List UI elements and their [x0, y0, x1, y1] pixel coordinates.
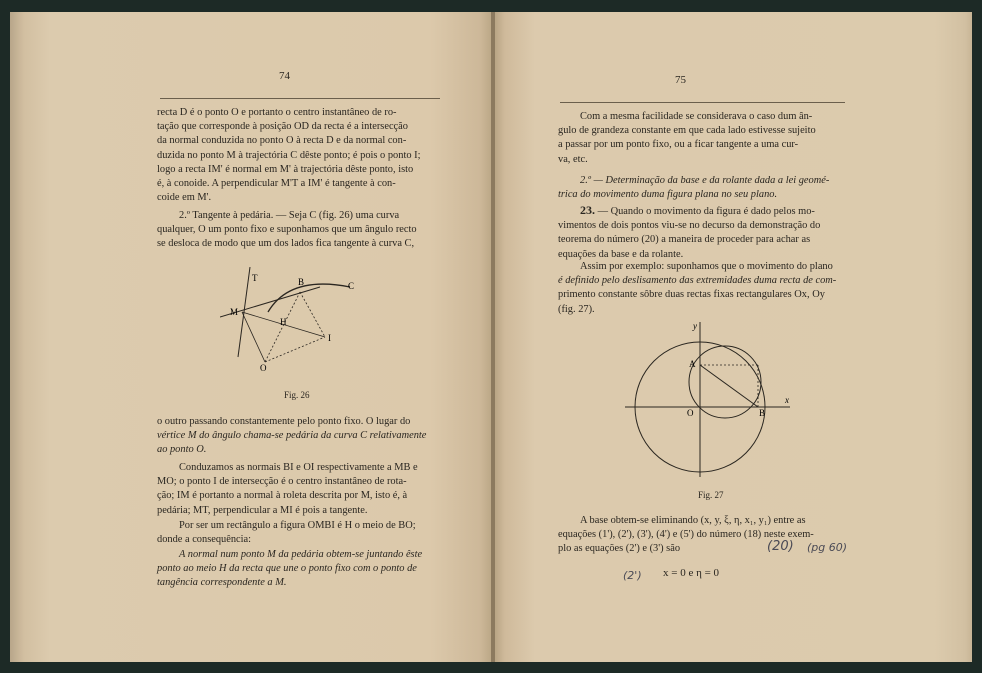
- page-number: 75: [675, 74, 686, 86]
- paragraph-4: A base obtem-se eliminando (x, y, ξ, η, x₁, y₁) entre as equações (1'), (2'), (3'), (4') e (5') do número (18) neste exem- plo as equações (2') e (3') são: [558, 515, 814, 555]
- label-c: C: [348, 281, 355, 291]
- handwritten-note-page: (pg 60): [807, 541, 848, 554]
- open-book: [10, 12, 972, 662]
- curve-c: [268, 284, 350, 312]
- label-o: O: [260, 363, 267, 373]
- handwritten-note: (20): [767, 539, 794, 554]
- label-b: B: [298, 277, 305, 287]
- paragraph-4: Conduzamos as normais BI e OI respectivamente a MB e MO; o ponto I de intersecção é o centro instantâneo de rota- ção; IM é portanto a normal à roleta descrita por M, isto é, à pedária; MT, perpendicular a MI é pois a tangente.: [157, 462, 418, 516]
- figure-27: [625, 317, 800, 485]
- header-rule: [560, 102, 845, 103]
- line-bo: [265, 292, 300, 362]
- label-i: I: [328, 333, 331, 343]
- fig-26-caption: Fig. 26: [284, 390, 310, 400]
- paragraph-6: A normal num ponto M da pedária obtem-se juntando êste ponto ao meio H da recta que une o ponto fixo com o ponto de tangência correspondente a M.: [157, 549, 423, 589]
- paragraph-3: Assim por exemplo: suponhamos que o movimento do plano é definido pelo deslisamento das extremidades duma recta de com- primento constante sôbre duas rectas fixas rectangulares Ox, Oy (fig. 27).: [558, 261, 837, 315]
- label-h: H: [280, 317, 287, 327]
- fig-27-caption: Fig. 27: [698, 490, 724, 500]
- paragraph-number: 23.: [580, 203, 595, 217]
- paragraph-2: 2.º Tangente à pedária. — Seja C (fig. 26) uma curva qualquer, O um ponto fixo e suponhamos que um ângulo recto se desloca de modo que um dos lados fica tangente à curva C,: [157, 210, 417, 250]
- right-page: [495, 12, 972, 662]
- section-heading: 2.º — Determinação da base e da rolante dada a lei geomé- trica do movimento duma figura plana no seu plano.: [558, 175, 830, 201]
- paragraph-23: 23. — Quando o movimento da figura é dado pelos mo- vimentos de dois pontos viu-se no decurso da demonstração do teorema do número (20) a maneira de proceder para achar as equações da base e da rolante.: [558, 203, 821, 260]
- header-rule: [160, 98, 440, 99]
- label-m: M: [230, 307, 239, 317]
- paragraph-3: o outro passando constantemente pelo ponto fixo. O lugar do vértice M do ângulo chama-se pedária da curva C relativamente ao ponto O.: [157, 416, 427, 456]
- line-mo: [242, 312, 265, 362]
- figure-26: [220, 267, 370, 385]
- line-oi: [265, 337, 325, 362]
- segment-ab: [700, 365, 758, 407]
- label-y: y: [693, 321, 697, 331]
- equation: x = 0 e η = 0: [663, 567, 720, 579]
- paragraph-5: Por ser um rectângulo a figura OMBI é H o meio de BO; donde a consequência:: [157, 520, 416, 546]
- label-b: B: [759, 408, 766, 418]
- line-tm: [238, 267, 250, 357]
- label-t: T: [252, 273, 258, 283]
- label-o: O: [687, 408, 694, 418]
- left-page: [10, 12, 493, 662]
- label-a: A: [689, 359, 696, 369]
- handwritten-margin: (2'): [623, 569, 642, 582]
- paragraph-1: recta D é o ponto O e portanto o centro instantâneo de ro- tação que corresponde à posição OD da recta é a intersecção da normal conduzida no ponto O à recta D e da normal con- duzida no ponto M à trajectória C dêste ponto; é pois o ponto I; logo a recta IM' é normal em M' à trajectória dêste ponto, isto é, à conoide. A perpendicular M'T a IM' é tangente à con- coide em M'.: [157, 107, 421, 204]
- page-number: 74: [279, 70, 290, 82]
- label-x: x: [785, 395, 789, 405]
- paragraph-1: Com a mesma facilidade se considerava o caso dum ân- gulo de grandeza constante em que cada lado estivesse sujeito a passar por um ponto fixo, ou a ficar tangente a uma cur- va, etc.: [558, 111, 816, 165]
